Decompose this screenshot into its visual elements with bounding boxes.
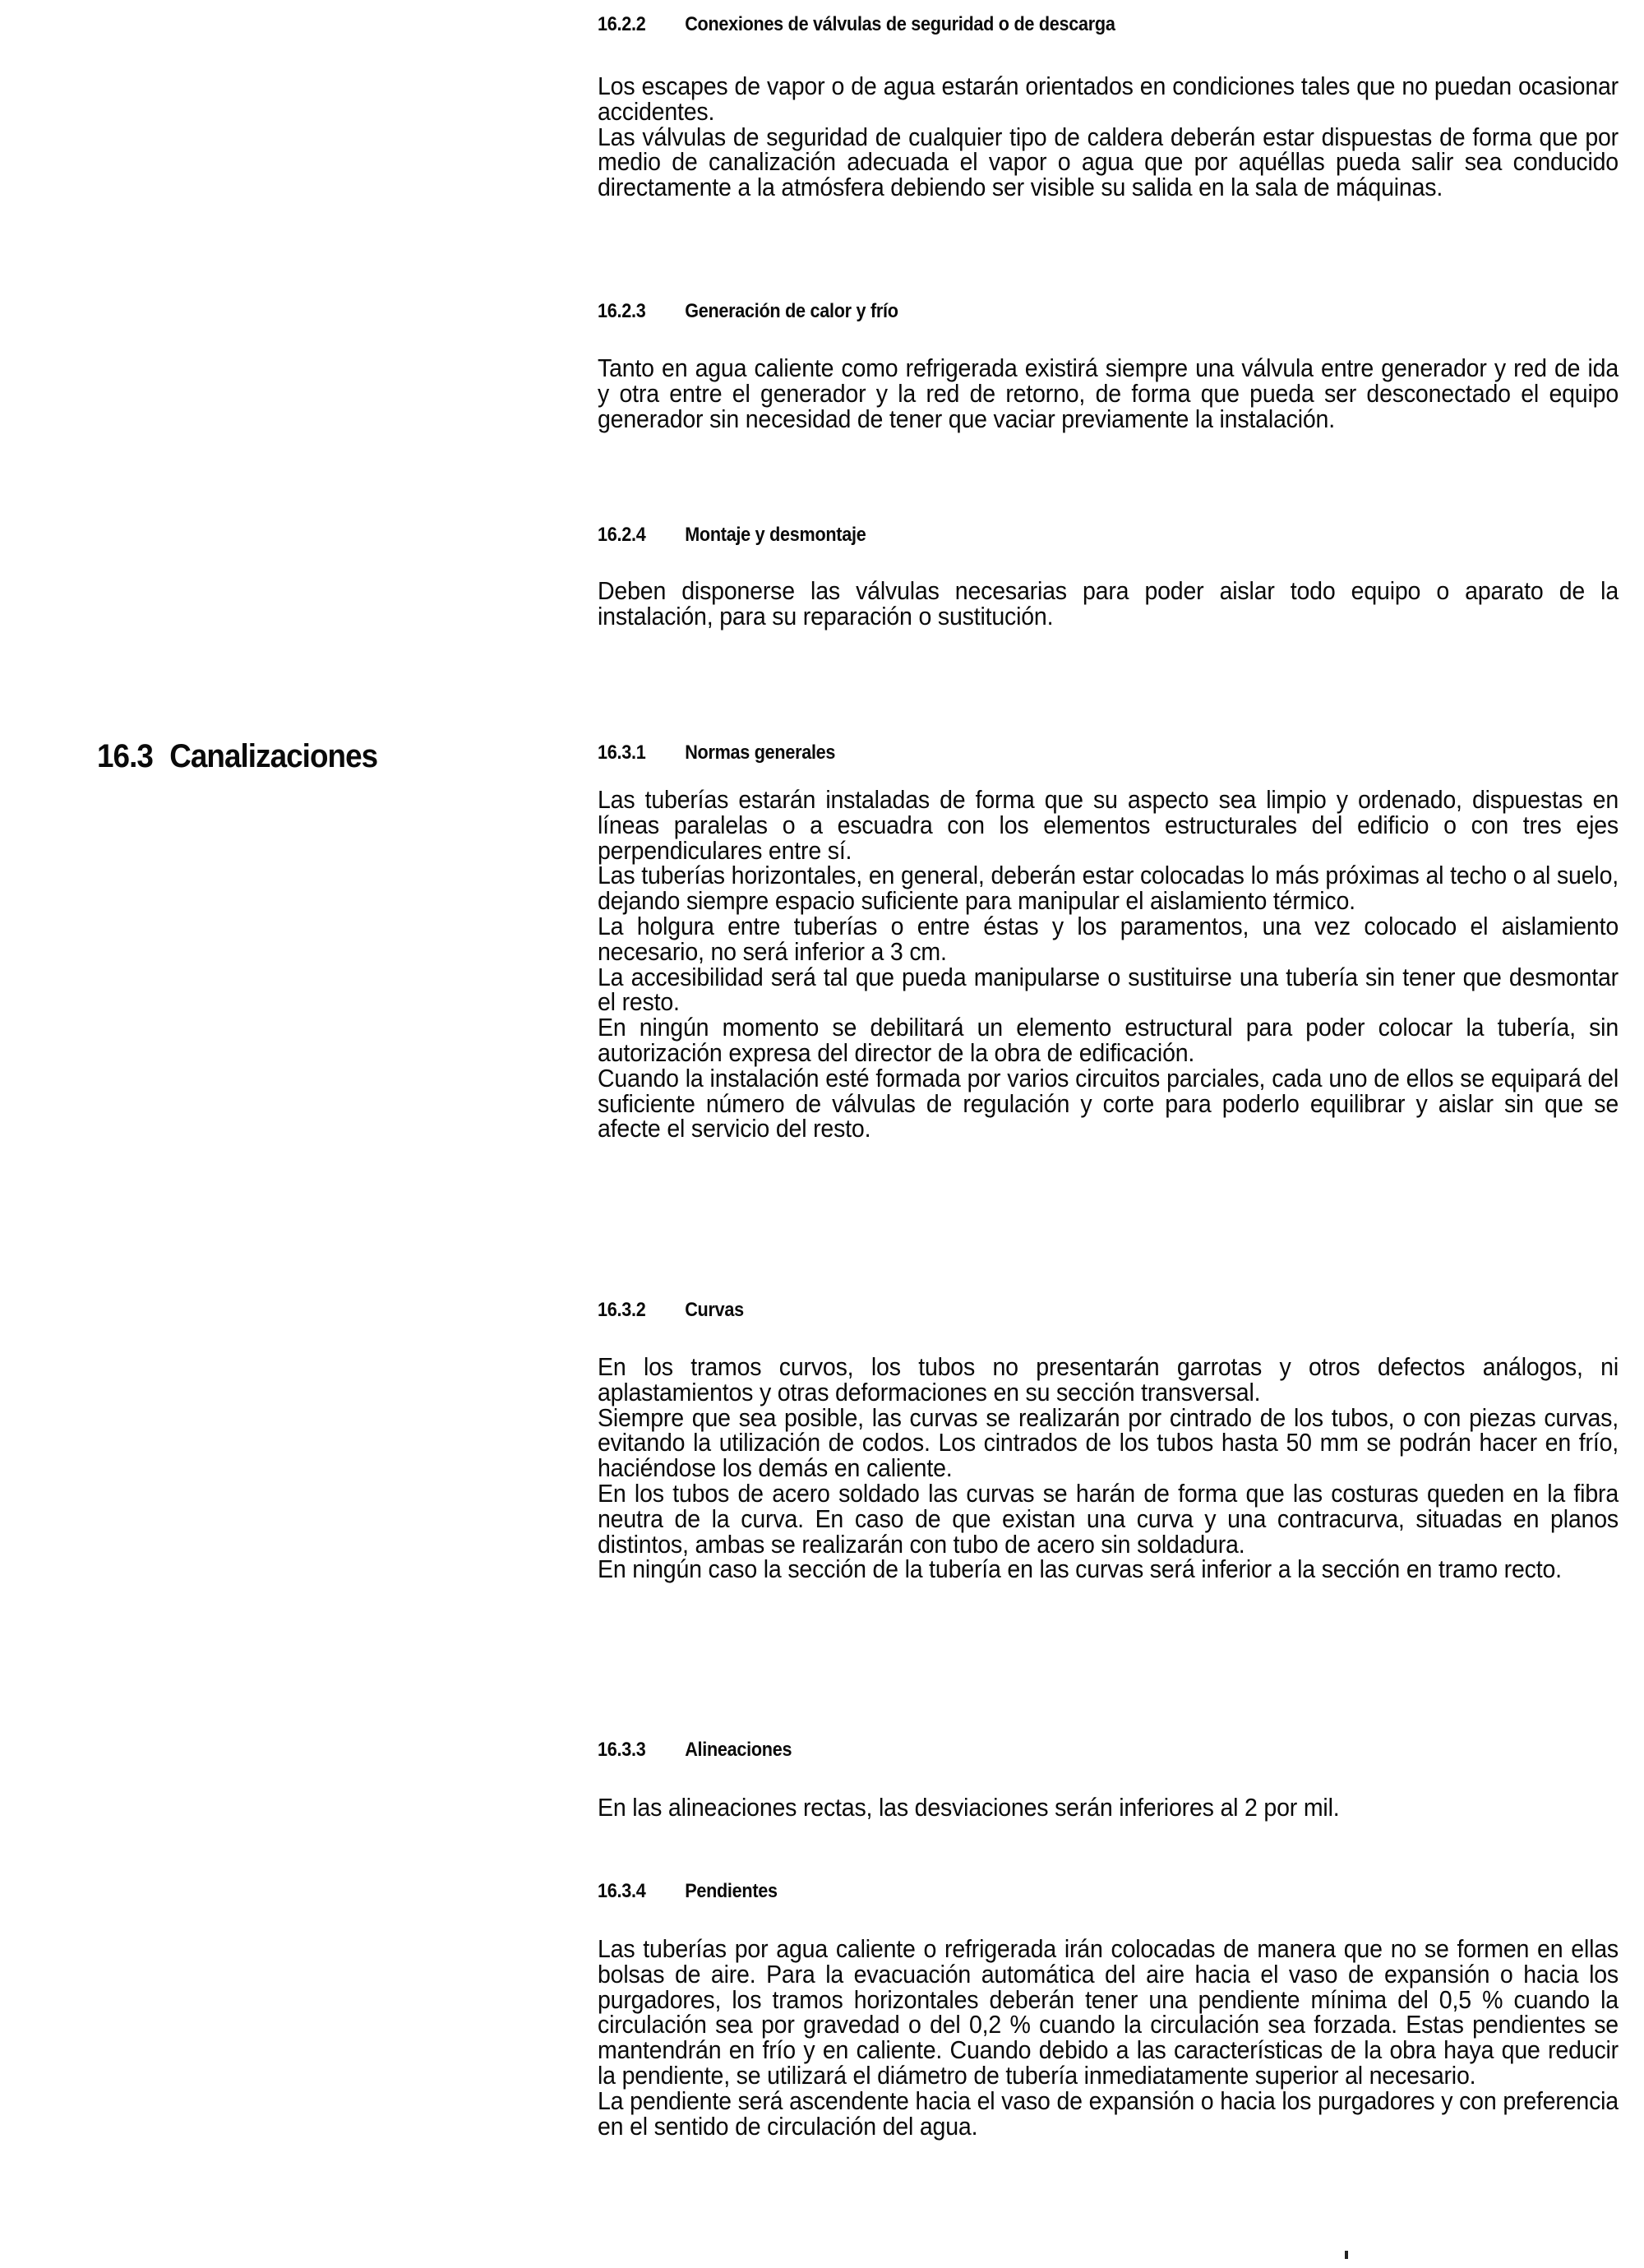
subsection-number: 16.2.3 — [598, 300, 646, 322]
subsection-body-16-2-2 — [598, 74, 1619, 201]
paragraph: Deben disponerse las válvulas necesarias para poder aislar todo equipo o aparato de la instalación, para su reparación o sustitución. — [598, 576, 1619, 631]
subsection-number: 16.2.2 — [598, 13, 646, 35]
paragraph: En los tubos de acero soldado las curvas se harán de forma que las costuras queden en la fibra neutra de la curva. En caso de que existan una curva y una contracurva, situadas en planos distintos, ambas se realizarán con tubo de acero sin soldadura. — [598, 1478, 1619, 1559]
subsection-heading-16-3-1 — [598, 741, 835, 764]
subsection-heading-16-2-3 — [598, 300, 898, 323]
subsection-number: 16.3.4 — [598, 1880, 646, 1902]
subsection-title: Generación de calor y frío — [685, 300, 898, 322]
subsection-body-16-3-2 — [598, 1352, 1619, 1584]
section-heading-16-3 — [97, 738, 377, 775]
paragraph: En ningún momento se debilitará un elemento estructural para poder colocar la tubería, sin autorización expresa del director de la obra de edificación. — [598, 1013, 1619, 1067]
subsection-title: Curvas — [685, 1299, 744, 1321]
subsection-number: 16.3.3 — [598, 1739, 646, 1761]
paragraph: Las válvulas de seguridad de cualquier tipo de caldera deberán estar dispuestas de forma que por medio de canalización adecuada el vapor o agua que por aquéllas pueda salir sea conducido directamente a la atmósfera debiendo ser visible su salida en la sala de máquinas. — [598, 122, 1619, 202]
paragraph: Siempre que sea posible, las curvas se realizarán por cintrado de los tubos, o con piezas curvas, evitando la utilización de codos. Los cintrados de los tubos hasta 50 mm se podrán hacer en frío, haciéndose los demás en caliente. — [598, 1402, 1619, 1483]
scan-speck — [1345, 2251, 1348, 2259]
paragraph: Las tuberías estarán instaladas de forma que su aspecto sea limpio y ordenado, dispuestas en líneas paralelas o a escuadra con los elementos estructurales del edificio o con tres ejes perpendiculares entre sí. — [598, 785, 1619, 865]
subsection-heading-16-3-2 — [598, 1299, 744, 1322]
paragraph: Los escapes de vapor o de agua estarán orientados en condiciones tales que no puedan ocasionar accidentes. — [598, 72, 1619, 126]
subsection-title: Alineaciones — [685, 1739, 792, 1761]
paragraph: En las alineaciones rectas, las desviaciones serán inferiores al 2 por mil. — [598, 1793, 1340, 1822]
section-number: 16.3 — [97, 738, 153, 774]
subsection-heading-16-3-3 — [598, 1739, 792, 1762]
paragraph: Tanto en agua caliente como refrigerada existirá siempre una válvula entre generador y red de ida y otra entre el generador y la red de retorno, de forma que pueda ser desconectado el equipo generador sin necesidad de tener que vaciar previamente la instalación. — [598, 353, 1619, 433]
subsection-body-16-3-4 — [598, 1934, 1619, 2141]
subsection-title: Normas generales — [685, 741, 836, 764]
paragraph: Cuando la instalación esté formada por varios circuitos parciales, cada uno de ellos se equipará del suficiente número de válvulas de regulación y corte para poderlo equilibrar y aislar sin que se afecte el servicio del resto. — [598, 1063, 1619, 1143]
subsection-title: Conexiones de válvulas de seguridad o de descarga — [685, 13, 1115, 35]
subsection-heading-16-2-4 — [598, 524, 866, 547]
paragraph: En ningún caso la sección de la tubería en las curvas será inferior a la sección en tramo recto. — [598, 1554, 1562, 1584]
subsection-body-16-2-4 — [598, 576, 1619, 631]
subsection-body-16-2-3 — [598, 353, 1619, 433]
subsection-title: Montaje y desmontaje — [685, 524, 866, 546]
subsection-number: 16.3.2 — [598, 1299, 646, 1321]
subsection-number: 16.2.4 — [598, 524, 646, 546]
subsection-heading-16-3-4 — [598, 1880, 778, 1903]
paragraph: Las tuberías horizontales, en general, deberán estar colocadas lo más próximas al techo o al suelo, dejando siempre espacio suficiente para manipular el aislamiento térmico. — [598, 861, 1619, 916]
subsection-number: 16.3.1 — [598, 741, 646, 764]
subsection-body-16-3-1 — [598, 785, 1619, 1143]
subsection-title: Pendientes — [685, 1880, 778, 1902]
subsection-body-16-3-3 — [598, 1795, 1619, 1821]
paragraph: La holgura entre tuberías o entre éstas y los paramentos, una vez colocado el aislamiento necesario, no será inferior a 3 cm. — [598, 911, 1619, 966]
paragraph: En los tramos curvos, los tubos no presentarán garrotas y otros defectos análogos, ni aplastamientos y otras deformaciones en su sección transversal. — [598, 1352, 1619, 1407]
section-title: Canalizaciones — [169, 738, 378, 774]
paragraph: La pendiente será ascendente hacia el vaso de expansión o hacia los purgadores y con preferencia en el sentido de circulación del agua. — [598, 2086, 1619, 2141]
subsection-heading-16-2-2 — [598, 13, 1115, 36]
paragraph: La accesibilidad será tal que pueda manipularse o sustituirse una tubería sin tener que desmontar el resto. — [598, 962, 1619, 1017]
paragraph: Las tuberías por agua caliente o refrigerada irán colocadas de manera que no se formen en ellas bolsas de aire. Para la evacuación automática del aire hacia el vaso de expansión o hacia los purgadores, los tramos horizontales deberán tener una pendiente mínima del 0,5 % cuando la circulación sea por gravedad o del 0,2 % cuando la circulación sea forzada. Estas pendientes se mantendrán en frío y en caliente. Cuando debido a las características de la obra haya que reducir la pendiente, se utilizará el diámetro de tubería inmediatamente superior al necesario. — [598, 1934, 1619, 2090]
